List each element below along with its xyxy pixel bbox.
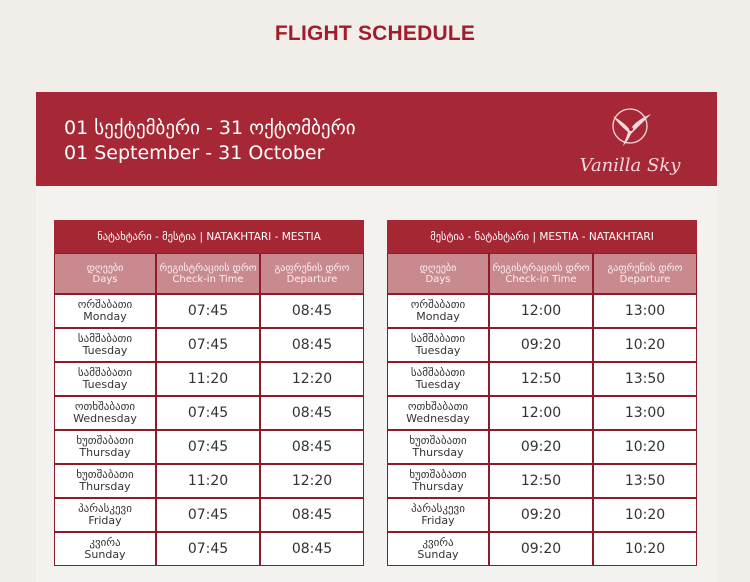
departure-cell: 08:45 xyxy=(260,328,364,362)
departure-cell: 08:45 xyxy=(260,396,364,430)
day-cell: ოთხშაბათი Wednesday xyxy=(387,396,489,430)
departure-header: გაფრენის დრო Departure xyxy=(593,253,697,294)
departure-cell: 08:45 xyxy=(260,498,364,532)
route-header: მესტია - ნატახტარი | MESTIA - NATAKHTARI xyxy=(387,220,697,253)
departure-cell: 13:00 xyxy=(593,396,697,430)
departure-cell: 13:50 xyxy=(593,362,697,396)
table-row xyxy=(387,430,697,464)
departure-header: გაფრენის დრო Departure xyxy=(260,253,364,294)
period-georgian: 01 სექტემბერი - 31 ოქტომბერი xyxy=(64,117,356,139)
schedule-table xyxy=(54,253,364,566)
bird-logo-icon xyxy=(565,104,695,154)
period-english: 01 September - 31 October xyxy=(64,142,325,164)
table-row xyxy=(387,362,697,396)
day-cell: კვირა Sunday xyxy=(387,532,489,566)
page-title: FLIGHT SCHEDULE xyxy=(274,22,476,45)
departure-cell: 10:20 xyxy=(593,498,697,532)
checkin-cell: 11:20 xyxy=(156,464,260,498)
departure-cell: 10:20 xyxy=(593,328,697,362)
departure-cell: 13:50 xyxy=(593,464,697,498)
checkin-cell: 07:45 xyxy=(156,328,260,362)
day-cell: სამშაბათი Tuesday xyxy=(54,328,156,362)
checkin-cell: 07:45 xyxy=(156,430,260,464)
day-cell: ხუთშაბათი Thursday xyxy=(54,430,156,464)
period-banner xyxy=(36,92,717,186)
day-cell: პარასკევი Friday xyxy=(387,498,489,532)
table-row xyxy=(387,328,697,362)
logo-text: Vanilla Sky xyxy=(579,155,681,176)
table-row xyxy=(387,532,697,566)
table-header-row xyxy=(387,253,697,294)
checkin-cell: 07:45 xyxy=(156,498,260,532)
days-header: დღეები Days xyxy=(387,253,489,294)
day-cell: ხუთშაბათი Thursday xyxy=(54,464,156,498)
checkin-cell: 09:20 xyxy=(489,328,593,362)
table-row xyxy=(54,532,364,566)
checkin-cell: 07:45 xyxy=(156,294,260,328)
checkin-header: რეგისტრაციის დრო Check-in Time xyxy=(156,253,260,294)
departure-cell: 08:45 xyxy=(260,430,364,464)
day-cell: ოთხშაბათი Wednesday xyxy=(54,396,156,430)
day-cell: ორშაბათი Monday xyxy=(54,294,156,328)
table-row xyxy=(54,294,364,328)
vanilla-sky-logo xyxy=(565,104,695,176)
checkin-cell: 07:45 xyxy=(156,532,260,566)
route-header: ნატახტარი - მესტია | NATAKHTARI - MESTIA xyxy=(54,220,364,253)
checkin-cell: 12:00 xyxy=(489,396,593,430)
departure-cell: 08:45 xyxy=(260,532,364,566)
schedule-mestia-natakhtari xyxy=(387,220,697,566)
table-row xyxy=(387,498,697,532)
days-header: დღეები Days xyxy=(54,253,156,294)
checkin-cell: 12:00 xyxy=(489,294,593,328)
table-header-row xyxy=(54,253,364,294)
table-row xyxy=(54,328,364,362)
departure-cell: 13:00 xyxy=(593,294,697,328)
schedule-natakhtari-mestia xyxy=(54,220,364,566)
departure-cell: 10:20 xyxy=(593,430,697,464)
day-cell: პარასკევი Friday xyxy=(54,498,156,532)
day-cell: სამშაბათი Tuesday xyxy=(387,328,489,362)
day-cell: ხუთშაბათი Thursday xyxy=(387,464,489,498)
checkin-header: რეგისტრაციის დრო Check-in Time xyxy=(489,253,593,294)
table-row xyxy=(387,294,697,328)
table-row xyxy=(54,498,364,532)
checkin-cell: 09:20 xyxy=(489,430,593,464)
day-cell: სამშაბათი Tuesday xyxy=(54,362,156,396)
table-row xyxy=(387,396,697,430)
table-row xyxy=(54,396,364,430)
day-cell: ხუთშაბათი Thursday xyxy=(387,430,489,464)
day-cell: ორშაბათი Monday xyxy=(387,294,489,328)
departure-cell: 10:20 xyxy=(593,532,697,566)
checkin-cell: 11:20 xyxy=(156,362,260,396)
departure-cell: 12:20 xyxy=(260,464,364,498)
table-row xyxy=(54,464,364,498)
table-row xyxy=(54,362,364,396)
checkin-cell: 12:50 xyxy=(489,362,593,396)
checkin-cell: 09:20 xyxy=(489,532,593,566)
schedule-table xyxy=(387,253,697,566)
checkin-cell: 09:20 xyxy=(489,498,593,532)
day-cell: კვირა Sunday xyxy=(54,532,156,566)
checkin-cell: 07:45 xyxy=(156,396,260,430)
table-row xyxy=(54,430,364,464)
departure-cell: 12:20 xyxy=(260,362,364,396)
departure-cell: 08:45 xyxy=(260,294,364,328)
day-cell: სამშაბათი Tuesday xyxy=(387,362,489,396)
checkin-cell: 12:50 xyxy=(489,464,593,498)
table-row xyxy=(387,464,697,498)
